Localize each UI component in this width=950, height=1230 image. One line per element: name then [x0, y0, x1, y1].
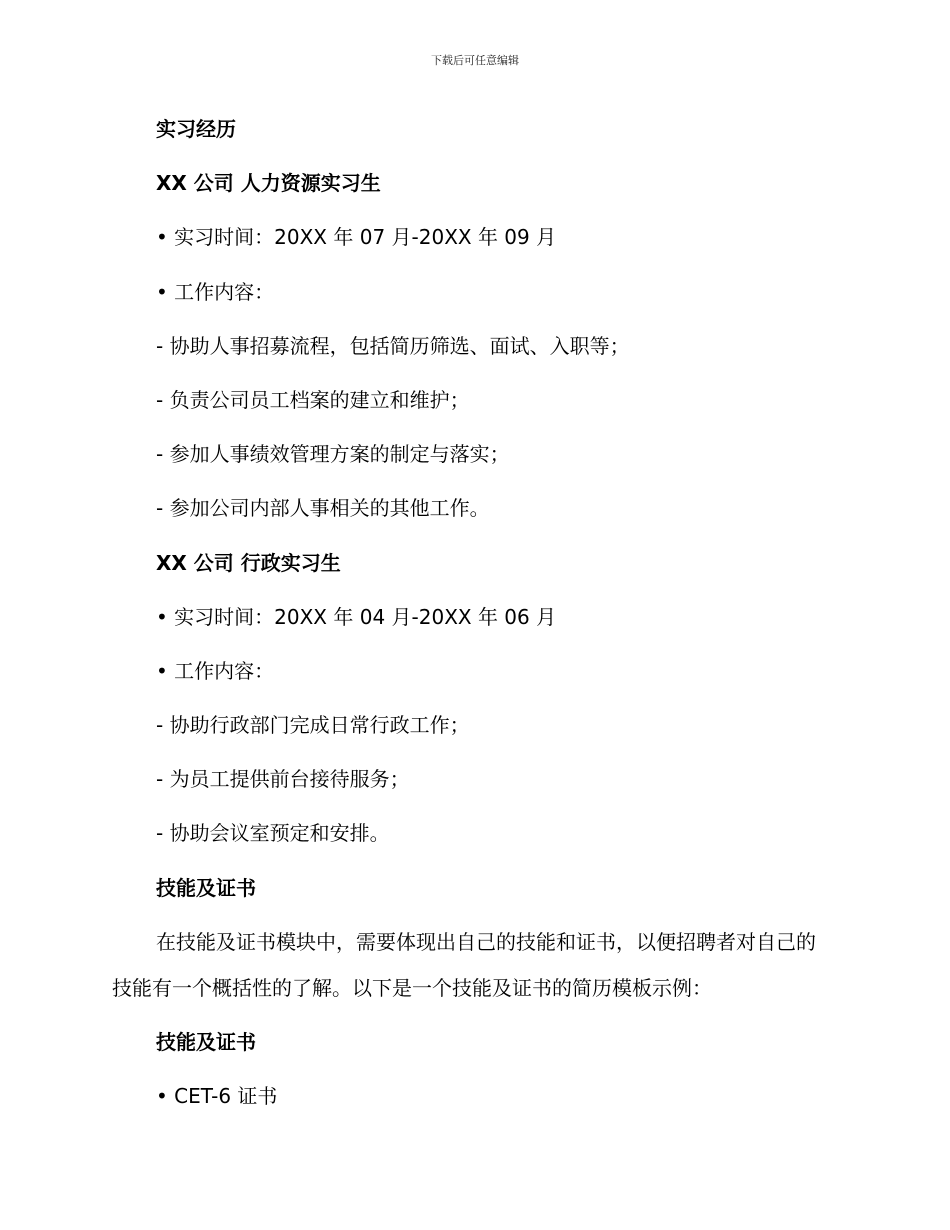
skills-list-item: • CET-6 证书 — [156, 1084, 278, 1108]
skills-heading-2: 技能及证书 — [156, 1030, 256, 1054]
job1-content-label: • 工作内容： — [156, 280, 275, 304]
job2-time: • 实习时间：20XX 年 04 月-20XX 年 06 月 — [156, 605, 557, 629]
job2-content-label: • 工作内容： — [156, 659, 275, 683]
internship-section-title: 实习经历 — [156, 117, 236, 141]
skills-paragraph: 在技能及证书模块中，需要体现出自己的技能和证书，以便招聘者对自己的技能有一个概括性的了解。以下是一个技能及证书的简历模板示例： — [112, 930, 816, 1000]
job2-duty-item: - 为员工提供前台接待服务； — [156, 767, 410, 791]
job2-duty-item: - 协助会议室预定和安排。 — [156, 821, 390, 845]
job1-duty-item: - 参加人事绩效管理方案的制定与落实； — [156, 442, 510, 466]
job1-duty-item: - 协助人事招募流程，包括简历筛选、面试、入职等； — [156, 334, 630, 358]
job2-title: XX 公司 行政实习生 — [156, 551, 341, 575]
job1-title: XX 公司 人力资源实习生 — [156, 171, 381, 195]
job1-time: • 实习时间：20XX 年 07 月-20XX 年 09 月 — [156, 225, 557, 249]
job2-duty-item: - 协助行政部门完成日常行政工作； — [156, 713, 470, 737]
job1-duty-item: - 参加公司内部人事相关的其他工作。 — [156, 496, 490, 520]
skills-heading: 技能及证书 — [156, 876, 256, 900]
job1-duty-item: - 负责公司员工档案的建立和维护； — [156, 388, 470, 412]
page-header-note: 下载后可任意编辑 — [431, 54, 519, 67]
